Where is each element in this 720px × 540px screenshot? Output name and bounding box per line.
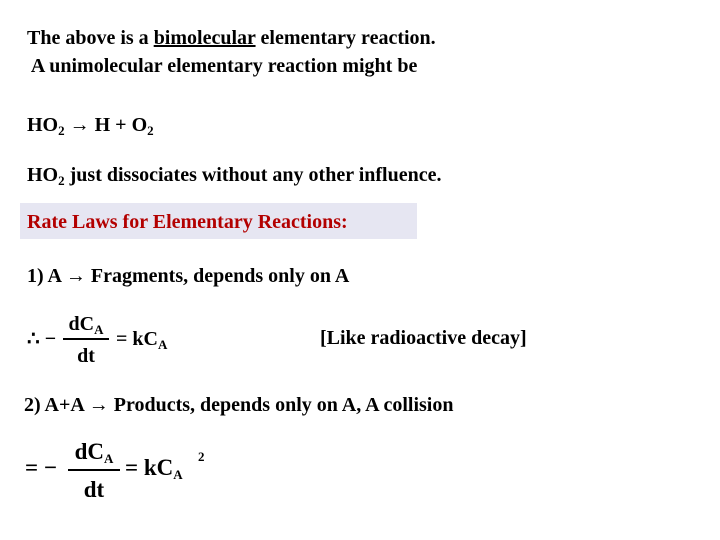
numerator: $dC_A$ [68, 313, 104, 337]
reaction-equation: $HO_2 \to H + O_2$ [27, 114, 154, 138]
rhs: = $kC_A$ [125, 455, 183, 482]
therefore-minus: ∴ − [27, 328, 57, 350]
equals-minus: = − [25, 455, 57, 480]
denominator: dt [77, 345, 95, 367]
case-1-line: 1) A → Fragments, depends only on A [27, 265, 350, 287]
denominator: dt [83, 477, 105, 502]
section-heading: Rate Laws for Elementary Reactions: [27, 211, 348, 233]
intro-line: The above is a bimolecular elementary reaction. [27, 27, 436, 49]
unimolecular-line: A unimolecular elementary reaction might be [27, 55, 418, 77]
arrow-icon: → [88, 394, 109, 416]
arrow-icon: → [69, 114, 90, 136]
arrow-icon: → [65, 265, 86, 287]
dissociation-line: $HO_2$ just dissociates without any other influence. [27, 164, 442, 188]
exponent: 2 [198, 449, 205, 464]
radioactive-note: [Like radioactive decay] [320, 327, 527, 349]
fraction-bar [63, 338, 109, 340]
bimolecular-term: bimolecular [153, 27, 256, 49]
fraction-bar [68, 469, 120, 471]
rhs: = $kC_A$ [116, 328, 168, 352]
numerator: $dC_A$ [74, 439, 114, 466]
case-2-line: 2) A+A → Products, depends only on A, A collision [24, 394, 454, 416]
